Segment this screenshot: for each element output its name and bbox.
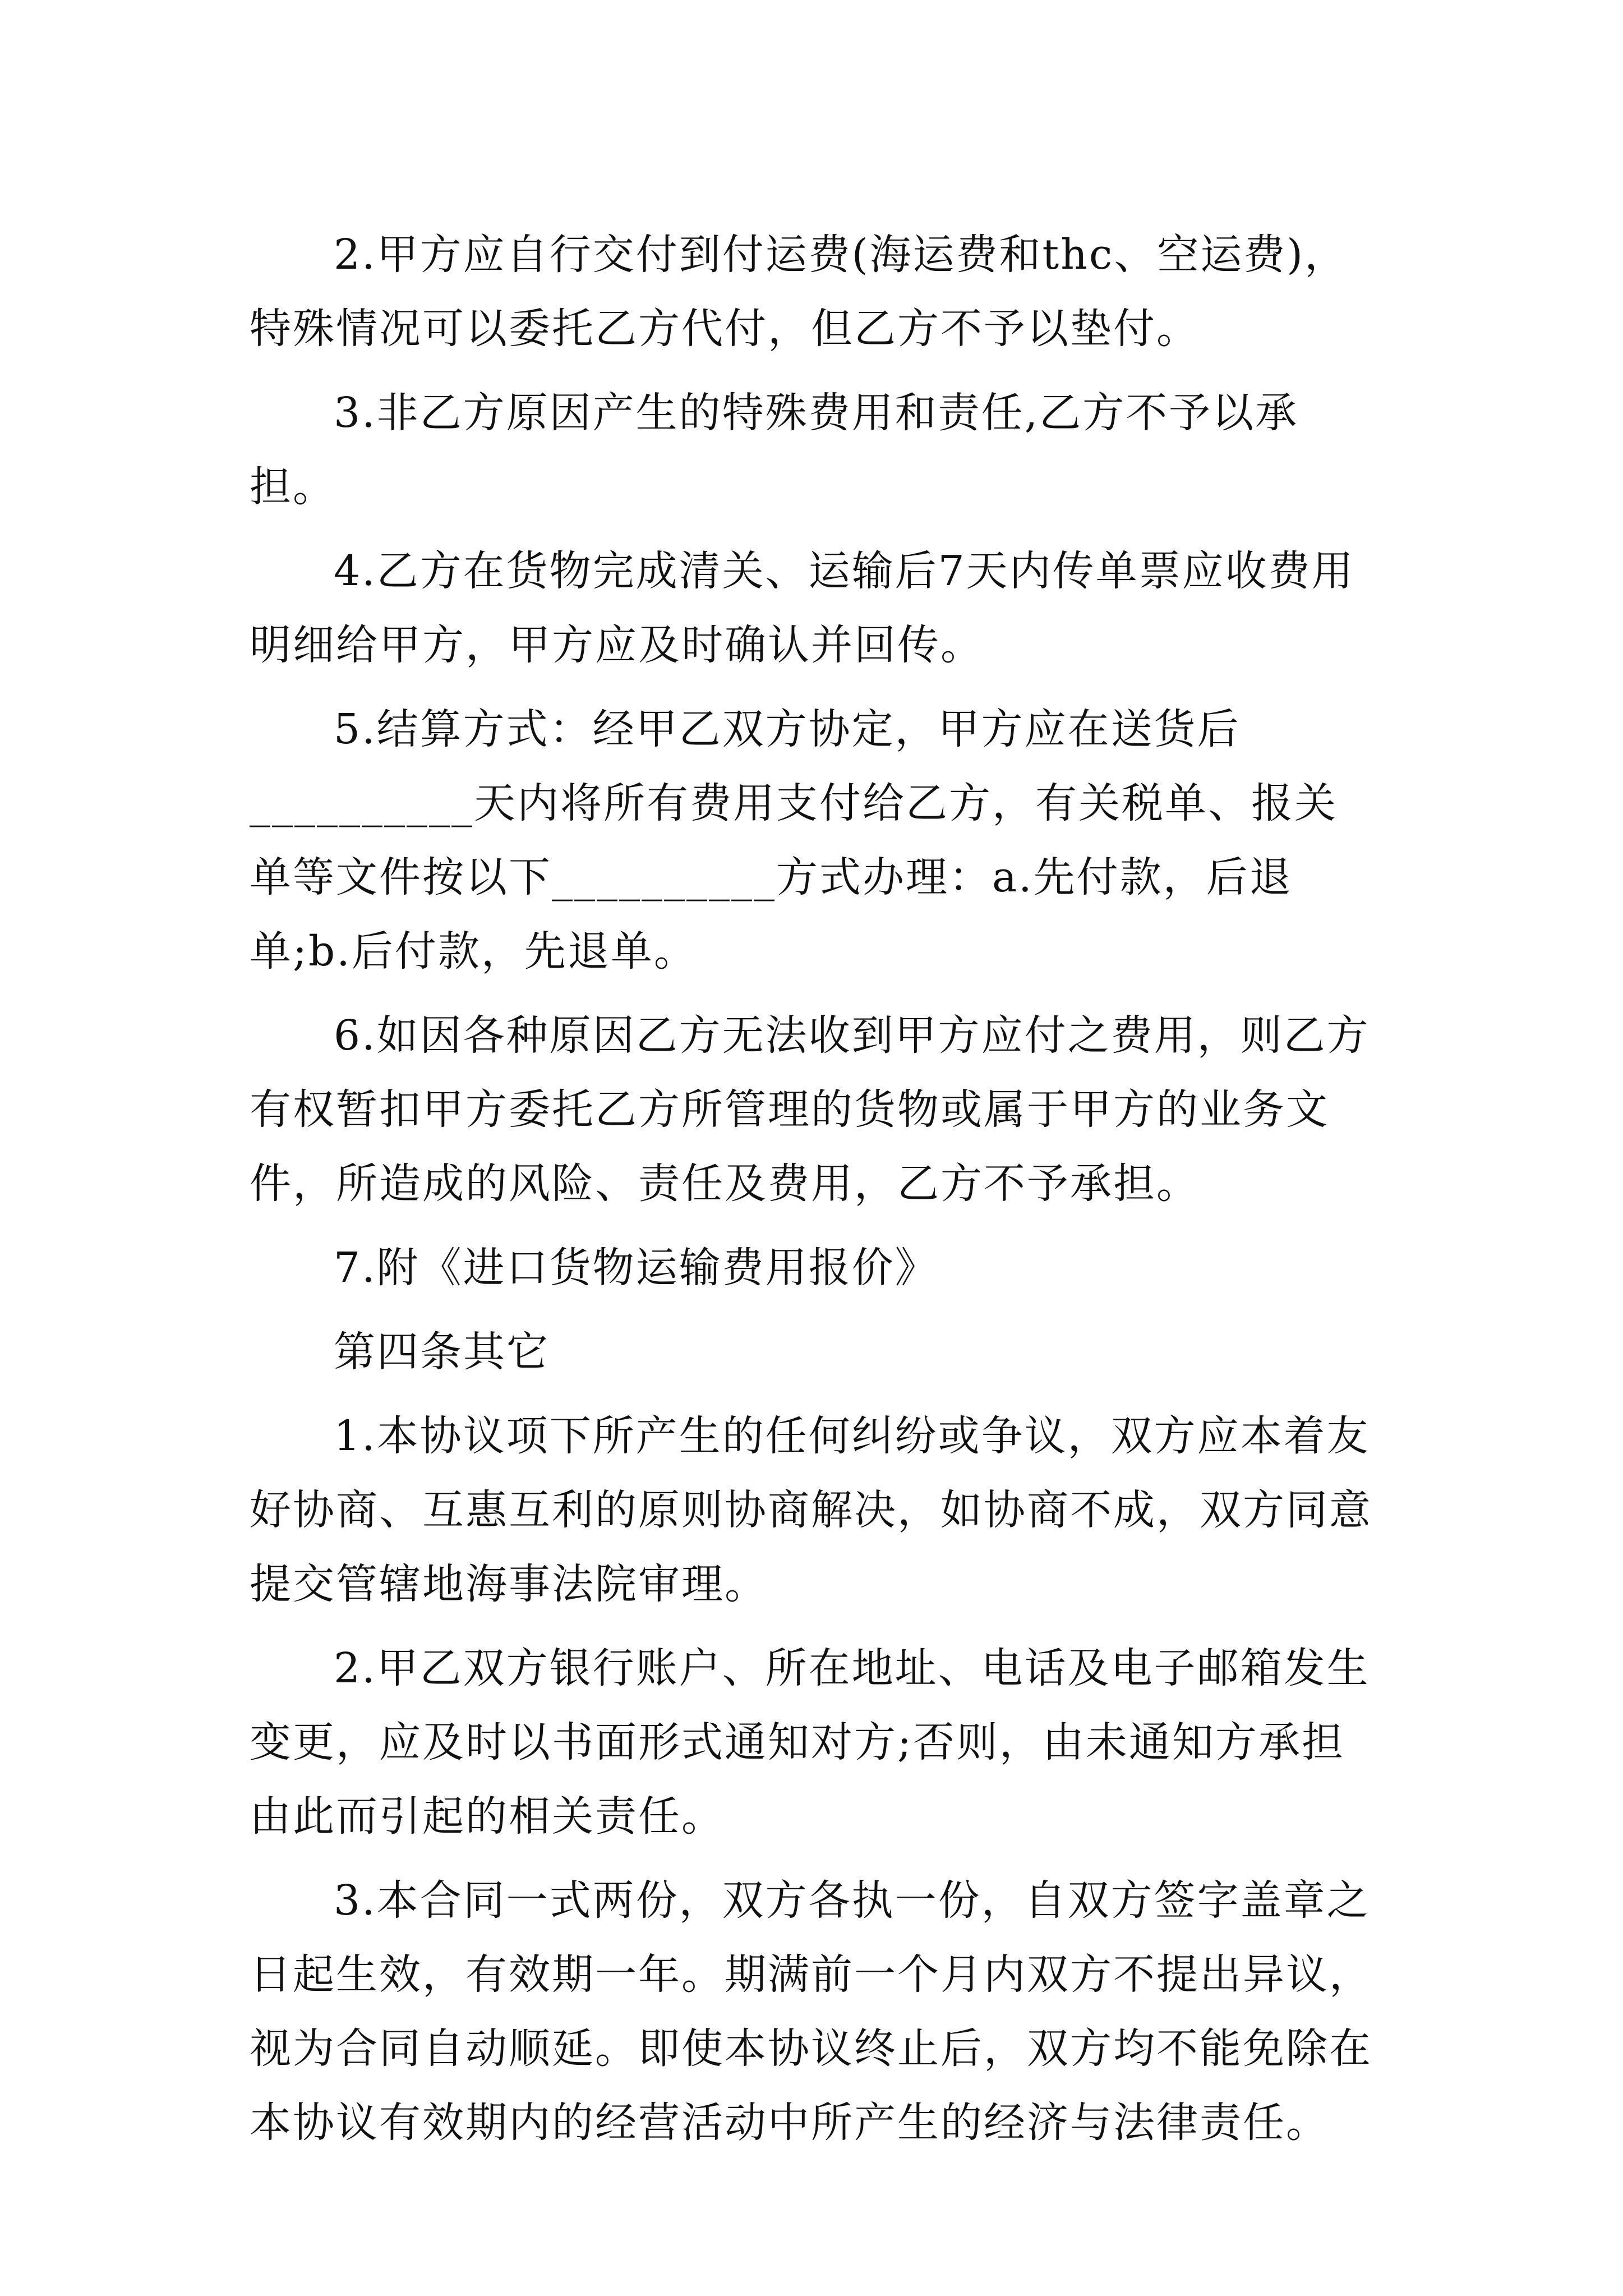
paragraph-contract-validity: 3.本合同一式两份，双方各执一份，自双方签字盖章之日起生效，有效期一年。期满前一个月内双方不提出异议，视为合同自动顺延。即使本协议终止后，双方均不能免除在本协议有效期内的经营活动中所产生的经济与法律责任。: [250, 1876, 1372, 2147]
paragraph-settlement-method: 5.结算方式：经甲乙双方协定，甲方应在送货后__________天内将所有费用支付给乙方，有关税单、报关单等文件按以下__________方式办理：a.先付款，后退单;b.后付款，先退单。: [250, 705, 1338, 976]
paragraph-payment-freight: 2.甲方应自行交付到付运费(海运费和thc、空运费)，特殊情况可以委托乙方代付，但乙方不予以垫付。: [250, 231, 1348, 353]
paragraph-withholding-rights: 6.如因各种原因乙方无法收到甲方应付之费用，则乙方有权暂扣甲方委托乙方所管理的货物或属于甲方的业务文件，所造成的风险、责任及费用，乙方不予承担。: [250, 1011, 1370, 1208]
paragraph-special-costs: 3.非乙方原因产生的特殊费用和责任,乙方不予以承担。: [250, 389, 1299, 511]
paragraph-change-notification: 2.甲乙双方银行账户、所在地址、电话及电子邮箱发生变更，应及时以书面形式通知对方;否则，由未通知方承担由此而引起的相关责任。: [250, 1644, 1370, 1841]
paragraph-dispute-resolution: 1.本协议项下所产生的任何纠纷或争议，双方应本着友好协商、互惠互利的原则协商解决，如协商不成，双方同意提交管辖地海事法院审理。: [250, 1412, 1372, 1608]
paragraph-attachment-quote: 7.附《进口货物运输费用报价》: [334, 1244, 938, 1292]
paragraph-fee-statement: 4.乙方在货物完成清关、运输后7天内传单票应收费用明细给甲方，甲方应及时确认并回传。: [250, 547, 1355, 669]
section-heading-article-four: 第四条其它: [334, 1328, 550, 1376]
document-body: [250, 218, 1377, 2160]
